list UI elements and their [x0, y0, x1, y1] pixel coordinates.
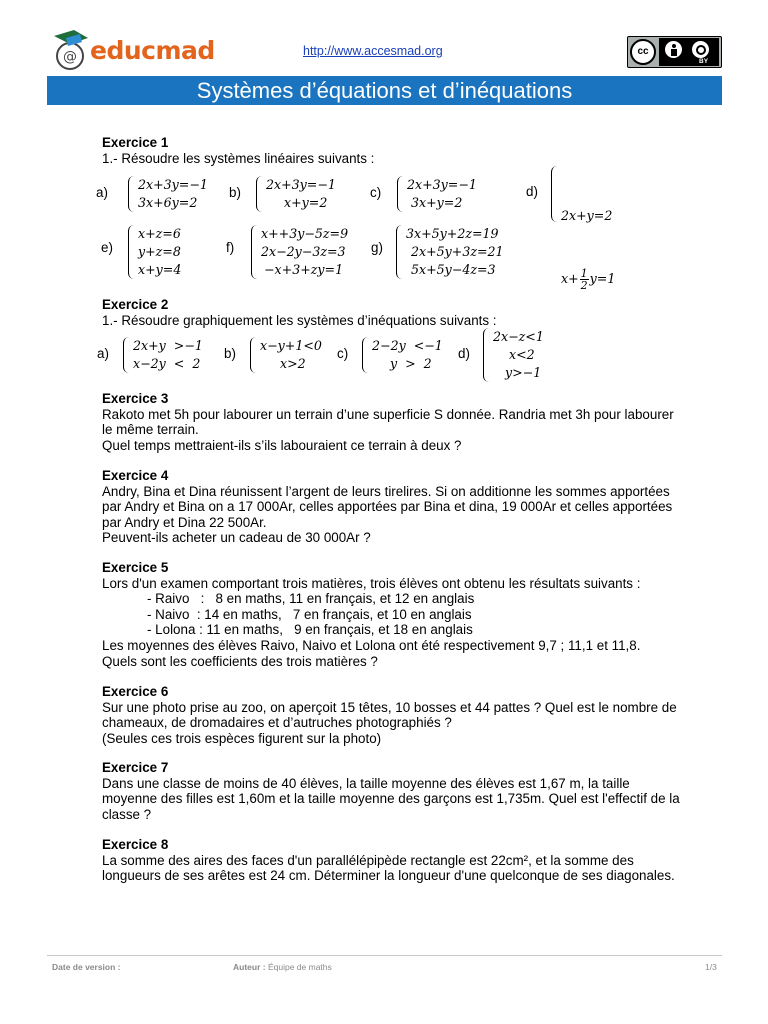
equation: 3x+6y=2: [138, 195, 198, 210]
fraction-denominator: 2: [580, 279, 588, 292]
equation: y+z=8: [138, 244, 181, 259]
logo-edu: educ: [90, 36, 156, 65]
fraction: [580, 268, 589, 291]
system-b: [256, 176, 356, 212]
system-a: [128, 176, 228, 212]
system-label: a): [96, 185, 108, 200]
equation: 2x+y=2: [561, 208, 613, 223]
exercise-1: [102, 135, 722, 166]
exercise-5: [102, 560, 722, 669]
equation: 3x+y=2: [411, 195, 463, 210]
share-alike-icon: [692, 41, 709, 58]
system-f: [251, 225, 361, 279]
cc-sa-label: SA: [724, 58, 734, 65]
equation: x++3y−5z=9: [261, 226, 349, 241]
svg-text:@: @: [63, 49, 77, 65]
page-title: Systèmes d’équations et d’inéquations: [47, 76, 722, 105]
cc-by-label: BY: [699, 58, 709, 65]
footer-author-value: Équipe de maths: [267, 962, 332, 972]
system-c: [397, 176, 497, 212]
footer-date-label: Date de version :: [52, 962, 121, 972]
inequality-system-d: [483, 328, 563, 382]
inequality: 2x+y >−1: [133, 338, 203, 353]
equation: 2x+3y=−1: [407, 177, 477, 192]
exercise-title: Exercice 8: [102, 837, 169, 852]
by-person-icon: [665, 41, 682, 58]
text-line: Lors d'un examen comportant trois matières, trois élèves ont obtenu les résultats suivants :: [102, 575, 641, 591]
system-label: a): [97, 346, 109, 361]
text-line: Andry, Bina et Dina réunissent l’argent de leurs tirelires. Si on additionne les sommes apportées: [102, 483, 670, 499]
text-line: Peuvent-ils acheter un cadeau de 30 000Ar ?: [102, 530, 371, 546]
page-header: [0, 0, 768, 78]
logo-mad: mad: [155, 36, 215, 65]
equation: x+y=2: [284, 195, 328, 210]
system-label: d): [526, 184, 538, 199]
exercise-title: Exercice 7: [102, 760, 169, 775]
equation: 2x+3y=−1: [138, 177, 208, 192]
footer-author: [233, 962, 332, 972]
equation: x+y=4: [138, 262, 182, 277]
system-label: b): [229, 185, 241, 200]
list-item: - Lolona : 11 en maths, 9 en français, et 18 en anglais: [147, 622, 473, 638]
equation: x+z=6: [138, 226, 181, 241]
logo-icon: [52, 28, 92, 74]
exercise-3: [102, 391, 722, 453]
text-line: par Andry et Dina 22 500Ar.: [102, 514, 267, 530]
exercise-prompt: 1.- Résoudre les systèmes linéaires suivants :: [102, 150, 375, 166]
inequality: x>2: [280, 356, 306, 371]
logo-wordmark: [90, 36, 215, 65]
system-g: [396, 225, 526, 279]
text-line: Rakoto met 5h pour labourer un terrain d’une superficie S donnée. Randria met 3h pour labourer: [102, 406, 674, 422]
system-label: g): [371, 240, 383, 255]
text-line: Sur une photo prise au zoo, on aperçoit 15 têtes, 10 bosses et 44 pattes ? Quel est le nombre de: [102, 699, 677, 715]
exercise-4: [102, 468, 722, 546]
text-line: moyenne des filles est 1,60m et la taille moyenne des garçons est 1,735m. Quel est l'effectif de la: [102, 791, 680, 807]
inequality-system-b: [250, 337, 335, 373]
inequality: 2−2y <−1: [372, 338, 443, 353]
cc-icon: cc: [630, 39, 656, 65]
text-line: par Andry et Bina on a 17 000Ar, celles apportées par Bina et dina, 19 000Ar et celles apportées: [102, 499, 673, 515]
equation: 3x+5y+2z=19: [406, 226, 499, 241]
text-line: Quels sont les coefficients des trois matières ?: [102, 653, 378, 669]
system-d: [551, 166, 631, 292]
cc-license-badge[interactable]: [627, 36, 734, 68]
exercise-2: [102, 297, 722, 328]
equation: 2x−2y−3z=3: [261, 244, 346, 259]
fraction-numerator: 1: [580, 267, 588, 280]
inequality: x−2y < 2: [133, 356, 201, 371]
system-label: b): [224, 346, 236, 361]
exercise-title: Exercice 2: [102, 297, 169, 312]
text-line: Dans une classe de moins de 40 élèves, la taille moyenne des élèves est 1,67 m, la taille: [102, 775, 630, 791]
exercise-title: Exercice 5: [102, 560, 169, 575]
text-line: La somme des aires des faces d'un parallélépipède rectangle est 22cm², et la somme des: [102, 852, 634, 868]
inequality-system-c: [362, 337, 452, 373]
cc-by-sa-panel: [659, 38, 734, 66]
exercise-6: [102, 684, 722, 746]
text-line: Les moyennes des élèves Raivo, Naivo et Lolona ont été respectivement 9,7 ; 11,1 et 11,8.: [102, 637, 641, 653]
system-label: e): [101, 240, 113, 255]
inequality: x−y+1<0: [260, 338, 322, 353]
equation: 2x+3y=−1: [266, 177, 336, 192]
inequality-system-a: [123, 337, 223, 373]
footer-divider: [47, 955, 722, 956]
inequality: y>−1: [505, 365, 542, 380]
list-item: - Raivo : 8 en maths, 11 en français, et 12 en anglais: [147, 591, 475, 607]
footer-author-label: Auteur :: [233, 962, 266, 972]
system-label: c): [370, 185, 382, 200]
text-line: classe ?: [102, 806, 152, 822]
equation: x+: [561, 271, 579, 286]
inequality: 2x−z<1: [493, 329, 544, 344]
equation: 2x+5y+3z=21: [411, 244, 504, 259]
text-line: (Seules ces trois espèces figurent sur la photo): [102, 730, 382, 746]
exercise-title: Exercice 1: [102, 135, 169, 150]
footer-page-number: 1/3: [705, 962, 717, 972]
exercise-8: [102, 837, 722, 884]
equation: −x+3+zy=1: [264, 262, 344, 277]
system-e: [128, 225, 208, 279]
text-line: Quel temps mettraient-ils s’ils labouraient ce terrain à deux ?: [102, 437, 462, 453]
equation: y=1: [589, 271, 616, 286]
exercise-title: Exercice 3: [102, 391, 169, 406]
exercise-title: Exercice 6: [102, 684, 169, 699]
list-item: - Naivo : 14 en maths, 7 en français, et 10 en anglais: [147, 606, 472, 622]
exercise-prompt: 1.- Résoudre graphiquement les systèmes d’inéquations suivants :: [102, 312, 497, 328]
inequality: y > 2: [390, 356, 432, 371]
system-label: f): [226, 240, 235, 255]
equation: 5x+5y−4z=3: [411, 262, 496, 277]
system-label: c): [337, 346, 349, 361]
text-line: longueurs de ses arêtes est 24 cm. Déterminer la longueur d'une quelconque de ses diagonales.: [102, 868, 675, 884]
text-line: chameaux, de dromadaires et d’autruches photographiés ?: [102, 715, 452, 731]
text-line: le même terrain.: [102, 422, 199, 438]
inequality: x<2: [509, 347, 535, 362]
educmad-logo[interactable]: [52, 28, 215, 74]
site-link[interactable]: http://www.accesmad.org: [303, 44, 443, 58]
exercise-title: Exercice 4: [102, 468, 169, 483]
system-label: d): [458, 346, 470, 361]
exercise-7: [102, 760, 722, 822]
